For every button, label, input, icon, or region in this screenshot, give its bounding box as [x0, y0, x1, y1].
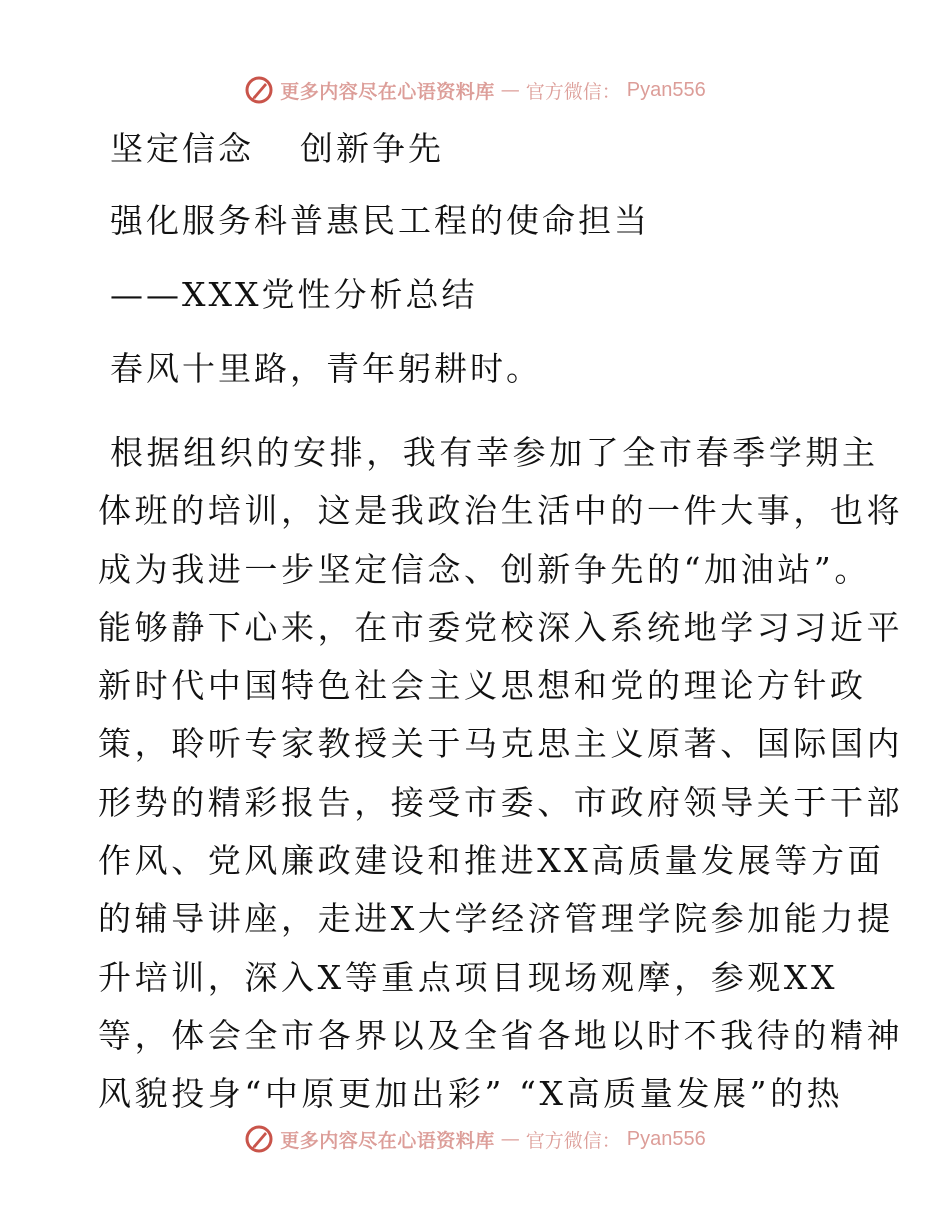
watermark-wechat-label: 官方微信： [525, 80, 621, 103]
paragraph-line: 升培训，深入X等重点项目现场观摩，参观XX [98, 957, 839, 997]
document-title [110, 130, 444, 167]
paragraph-line: 根据组织的安排，我有幸参加了全市春季学期主 [110, 433, 879, 472]
document-byline: ——XXX党性分析总结 [110, 275, 478, 314]
paragraph-line: 体班的培训，这是我政治生活中的一件大事，也将 [98, 491, 904, 531]
paragraph-line: 等，体会全市各界以及全省各地以时不我待的精神 [98, 1015, 904, 1055]
paragraph-line: 新时代中国特色社会主义思想和党的理论方针政 [98, 666, 867, 706]
watermark-text: 更多内容尽在心语资料库 [280, 80, 495, 103]
quill-pen-icon [244, 1124, 274, 1154]
paragraph-line: 能够静下心来，在市委党校深入系统地学习习近平 [98, 607, 904, 647]
quill-pen-icon [244, 75, 274, 105]
watermark-wechat-id: Pyan556 [626, 78, 706, 101]
paragraph-line: 的辅导讲座，走进X大学经济管理学院参加能力提 [98, 899, 894, 939]
lead-sentence: 春风十里路，青年躬耕时。 [110, 349, 542, 388]
watermark-wechat-label: 官方微信： [525, 1129, 621, 1152]
body-paragraph [98, 424, 904, 1124]
watermark-separator: — [500, 1128, 520, 1150]
watermark-separator: — [500, 79, 520, 101]
header-watermark [0, 73, 950, 107]
paragraph-line: 形势的精彩报告，接受市委、市政府领导关于干部 [98, 782, 904, 822]
paragraph-line: 成为我进一步坚定信念、创新争先的“加油站”。 [98, 549, 871, 589]
watermark-text: 更多内容尽在心语资料库 [280, 1129, 495, 1152]
title-part-1: 坚定信念 [110, 129, 254, 168]
document-subtitle: 强化服务科普惠民工程的使命担当 [110, 201, 650, 240]
paragraph-line: 风貌投身“中原更加出彩” “X高质量发展”的热 [98, 1074, 844, 1114]
paragraph-line: 策，聆听专家教授关于马克思主义原著、国际国内 [98, 724, 904, 764]
footer-watermark [0, 1122, 950, 1156]
paragraph-line: 作风、党风廉政建设和推进XX高质量发展等方面 [98, 841, 885, 881]
title-part-2: 创新争先 [300, 129, 444, 168]
watermark-wechat-id: Pyan556 [626, 1127, 706, 1150]
